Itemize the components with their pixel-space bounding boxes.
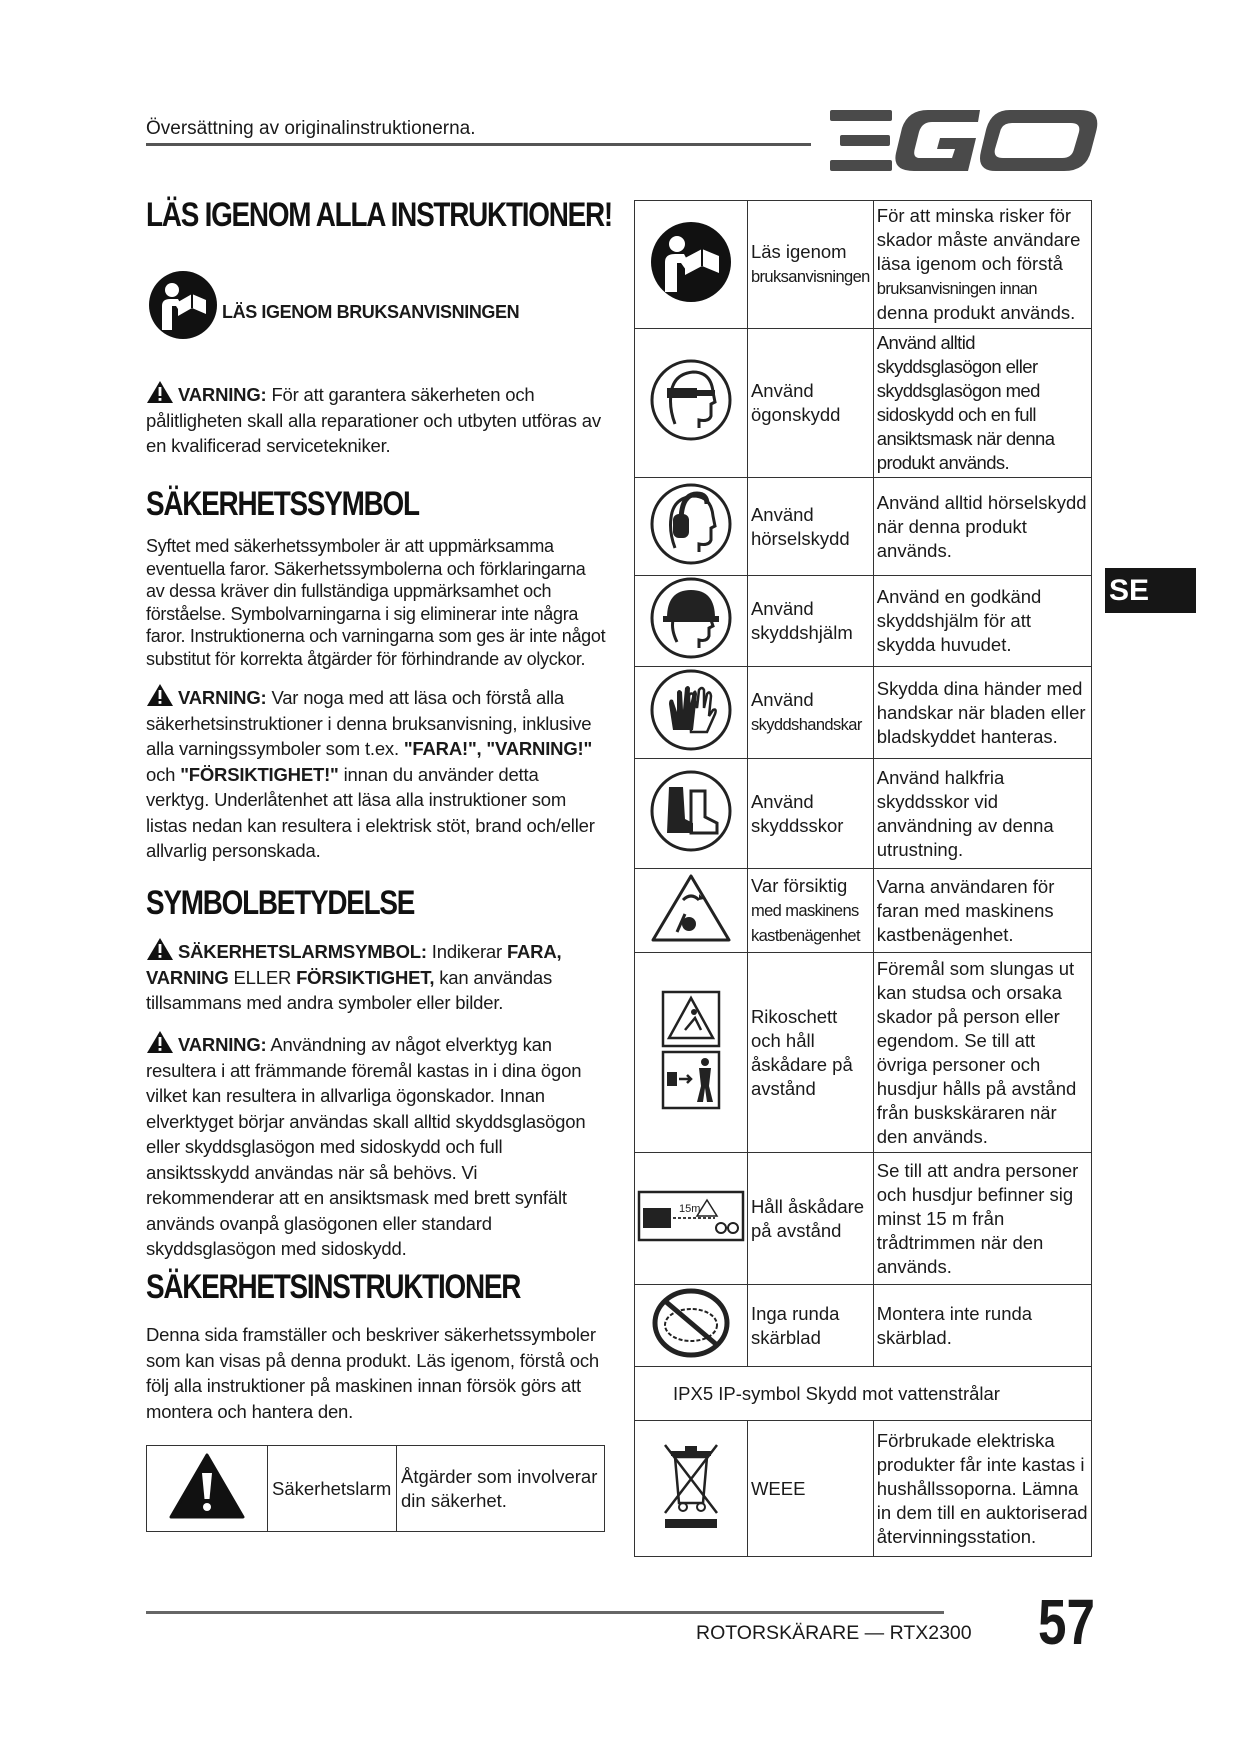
symbol-name: Inga runda skärblad: [747, 1285, 873, 1367]
distance-badge: 15m: [678, 1202, 701, 1215]
symbol-desc: [873, 201, 1091, 329]
symbol-name-line: Läs igenom: [750, 241, 847, 262]
read-manual-label: LÄS IGENOM BRUKSANVISNINGEN: [222, 302, 520, 322]
helmet-icon: [649, 576, 733, 660]
symbol-desc: Förbrukade elektriska produkter får inte kastas i hushållssoporna. Lämna in dem till en auktoriserad återvinningsstation.: [873, 1421, 1091, 1557]
warning-label: VARNING:: [178, 687, 267, 708]
symbol-desc: Använd en godkänd skyddshjälm för att skydda huvudet.: [873, 576, 1091, 667]
table-row: [635, 953, 1092, 1153]
alarm-text: kan användas tillsammans med andra symboler eller bilder.: [146, 966, 553, 1013]
keep-distance-icon: [637, 1190, 745, 1242]
warning-triangle-icon: [146, 1030, 174, 1054]
alarm-text: ELLER: [233, 966, 292, 988]
symbol-icon-cell: [635, 1285, 748, 1367]
symbol-desc: Skydda dina händer med handskar när bladen eller bladskyddet hanteras.: [873, 667, 1091, 759]
symbol-name-line: Var försiktig: [750, 874, 848, 896]
symbol-desc: Varna användaren för faran med maskinens kastbenägenhet.: [873, 869, 1091, 953]
symbol-name: [747, 201, 873, 329]
table-row: [635, 1421, 1092, 1557]
signal-word-caution: "FÖRSIKTIGHET!": [180, 763, 339, 785]
gloves-icon: [649, 668, 733, 752]
symbol-name-line: skyddshandskar: [750, 716, 862, 734]
symbol-icon-cell: [635, 201, 748, 329]
symbol-desc-line: denna produkt används.: [876, 302, 1076, 323]
warning-text: innan du använder detta verktyg. Underlåtenhet att läsa alla instruktioner som listas nedan kan resultera i elektrisk stöt, brand och/eller allvarlig personskada.: [146, 763, 595, 861]
signal-word-danger: FARA,: [506, 941, 562, 962]
symbol-name: Rikoschett och håll åskådare på avstånd: [747, 953, 873, 1153]
table-row: [635, 667, 1092, 759]
alarm-text: Indikerar: [431, 941, 502, 962]
warning-text: och: [146, 763, 176, 785]
alarm-triangle-icon: [169, 1453, 245, 1519]
page-number: 57: [1038, 1586, 1095, 1658]
table-row: [635, 1285, 1092, 1367]
read-manual-icon: [649, 220, 733, 304]
footer-product: ROTORSKÄRARE — RTX2300: [696, 1622, 972, 1644]
ricochet-icon: [661, 990, 721, 1110]
heading-read-all: LÄS IGENOM ALLA INSTRUKTIONER!: [146, 196, 612, 234]
symbol-name: Använd skyddshjälm: [747, 576, 873, 667]
symbol-name: [747, 869, 873, 953]
warning-eye-paragraph: [146, 1030, 606, 1262]
signal-words: "FARA!", "VARNING!": [403, 738, 593, 759]
warning-triangle-icon: [146, 683, 174, 707]
alarm-name: Säkerhetslarm: [268, 1446, 397, 1532]
table-row: [635, 478, 1092, 576]
alarm-table: [146, 1445, 605, 1532]
symbol-icon-cell: [635, 478, 748, 576]
symbol-desc: Se till att andra personer och husdjur befinner sig minst 15 m från trådtrimmen när den används.: [873, 1153, 1091, 1285]
warning-text: Var noga med att läsa och förstå alla säkerhetsinstruktioner i denna bruksanvisning, inklusive alla varningssymboler som t.ex.: [146, 687, 592, 759]
symbol-desc: Använd alltid skyddsglasögon eller skyddsglasögon med sidoskydd och en full ansiktsmask när denna produkt används.: [873, 329, 1091, 478]
footer-divider: [146, 1611, 944, 1614]
symbol-name: Använd skyddsskor: [747, 759, 873, 869]
symbol-icon-cell: [635, 667, 748, 759]
weee-icon: [659, 1441, 723, 1531]
header-divider: [146, 143, 811, 146]
symbol-table: [634, 200, 1092, 1557]
alarm-desc: Åtgärder som involverar din säkerhet.: [397, 1446, 605, 1532]
symbol-icon-cell: [635, 1153, 748, 1285]
no-round-blade-icon: [651, 1287, 731, 1359]
table-row: [147, 1446, 605, 1532]
instructions-paragraph: Denna sida framställer och beskriver säkerhetssymboler som kan visas på denna produkt. Läs igenom, förstå och följ alla instruktioner på maskinen innan försök görs att montera och hantera den.: [146, 1324, 599, 1422]
symbol-desc: Använd halkfria skyddsskor vid användning av denna utrustning.: [873, 759, 1091, 869]
table-row: [635, 576, 1092, 667]
symbol-name-line: Använd: [750, 689, 814, 710]
table-row: [635, 201, 1092, 329]
symbol-desc-line: För att minska risker för skador måste användare läsa igenom och förstå: [876, 205, 1081, 274]
table-row: [635, 869, 1092, 953]
signal-word-caution: FÖRSIKTIGHET,: [296, 966, 435, 988]
symbol-icon-cell: [635, 869, 748, 953]
eye-protection-icon: [649, 358, 733, 442]
ego-logo: [830, 108, 1100, 174]
symbol-name: Använd hörselskydd: [747, 478, 873, 576]
symbol-name-line: med maskinens kastbenägenhet: [750, 901, 860, 945]
symbol-icon-cell: [635, 1421, 748, 1557]
table-row: [635, 329, 1092, 478]
warning-label: VARNING:: [178, 1034, 267, 1055]
alarm-symbol-paragraph: [146, 937, 606, 1016]
warning-triangle-icon: [146, 380, 174, 404]
header-tagline: Översättning av originalinstruktionerna.: [146, 118, 476, 139]
ipx5-row: IPX5 IP-symbol Skydd mot vattenstrålar: [635, 1367, 1092, 1421]
symbol-purpose-paragraph: Syftet med säkerhetssymboler är att uppmärksamma eventuella faror. Säkerhetssymbolerna och förklaringarna av dessa kräver din fullständiga uppmärksamhet och förståelse. Symbolvarningarna i sig eliminerar inte några faror. Instruktionerna och varningarna som ges är inte något substitut för korrekta åtgärder för förhindrande av olyckor.: [146, 536, 606, 669]
warning-read-all-paragraph: [146, 683, 606, 864]
symbol-icon-cell: [635, 759, 748, 869]
warning-text: Användning av något elverktyg kan resultera i att främmande föremål kastas in i dina ögon vilket kan resultera in allvarliga ögonskador. Innan elverktyget börjar användas skall alltid skyddsglasögon eller skyddsglasögon med sidoskydd och full ansiktsskydd användas när så behövs. Vi rekommenderar att en ansiktsmask med brett synfält används ovanpå glasögonen eller standard skyddsglasögon med sidoskydd.: [146, 1034, 586, 1259]
symbol-desc: Föremål som slungas ut kan studsa och orsaka skador på person eller egendom. Se till att övriga personer och husdjur hålls på avstånd från buskskäraren när den används.: [873, 953, 1091, 1153]
symbol-name: Använd ögonskydd: [747, 329, 873, 478]
symbol-icon-cell: [635, 576, 748, 667]
heading-safety-symbol: SÄKERHETSSYMBOL: [146, 485, 419, 523]
language-tab: SE: [1105, 568, 1196, 613]
boots-icon: [649, 769, 733, 853]
warning-text: För att garantera säkerheten och pålitligheten skall alla reparationer och utbyten utföras av en kvalificerad servicetekniker.: [146, 384, 601, 456]
warning-label: VARNING:: [178, 384, 267, 405]
alarm-symbol-label: SÄKERHETSLARMSYMBOL:: [178, 941, 427, 962]
symbol-name: [747, 667, 873, 759]
alarm-icon-cell: [147, 1446, 268, 1532]
table-row: [635, 1153, 1092, 1285]
heading-symbol-meaning: SYMBOLBETYDELSE: [146, 884, 415, 922]
symbol-icon-cell: [635, 329, 748, 478]
table-row: [635, 759, 1092, 869]
symbol-name: WEEE: [747, 1421, 873, 1557]
heading-safety-instructions: SÄKERHETSINSTRUKTIONER: [146, 1268, 521, 1306]
warning-service-paragraph: [146, 380, 606, 459]
symbol-name-line: bruksanvisningen: [750, 268, 870, 286]
table-row: [635, 1367, 1092, 1421]
symbol-icon-cell: [635, 953, 748, 1153]
warning-triangle-icon: [146, 937, 174, 961]
symbol-desc: Använd alltid hörselskydd när denna produkt används.: [873, 478, 1091, 576]
signal-word-warning: VARNING: [146, 966, 229, 988]
read-manual-icon: [148, 270, 218, 340]
symbol-name: Håll åskådare på avstånd: [747, 1153, 873, 1285]
kickback-icon: [649, 872, 733, 944]
ear-protection-icon: [649, 482, 733, 566]
symbol-desc-line: bruksanvisningen innan: [876, 280, 1037, 298]
symbol-desc: Montera inte runda skärblad.: [873, 1285, 1091, 1367]
